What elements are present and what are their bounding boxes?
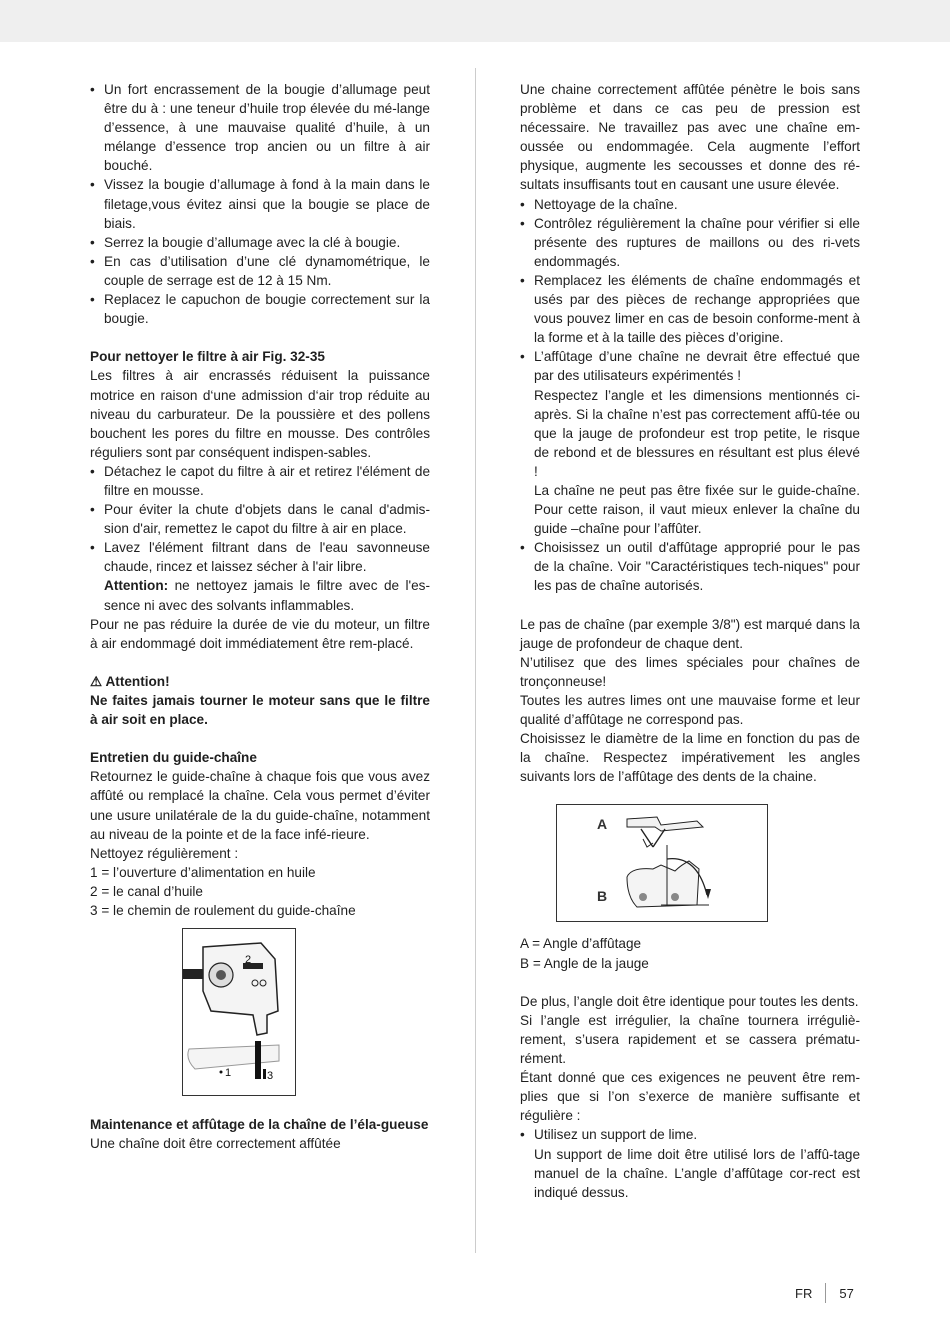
files-paragraph: Toutes les autres limes ont une mauvaise forme et leur qualité d’affûtage ne correspond pas. — [520, 693, 860, 728]
filter-attention — [90, 576, 430, 614]
guide-paragraph: Retournez le guide-chaîne à chaque fois que vous avez affûté ou remplacé la chaîne. Cela vous permet d’éviter une usure unilatérale de la du guide-chaîne, notamment au niveau de la pointe et de la face infé-rieure. — [90, 769, 430, 842]
fig2-label: B — [597, 888, 608, 905]
filter-paragraph: Les filtres à air encrassés réduisent la puissance motrice en raison d‘une admission d‘air trop réduite au niveau du carburateur. De la poussière et des pollens bouchent les pores du filtre en mousse. Des contrôles réguliers sont par conséquent indispen-sables. — [90, 368, 430, 460]
warning-text: Ne faites jamais tourner le moteur sans que le filtre à air soit en place. — [90, 693, 430, 728]
right-column — [520, 80, 860, 1202]
clean-line: 1 = l’ouverture d’alimentation en huile — [90, 864, 316, 880]
file-support-list — [520, 1125, 860, 1144]
chain-list — [520, 195, 860, 386]
warning-icon: ⚠ — [90, 673, 103, 689]
attention-label: Attention: — [104, 578, 169, 594]
list-subparagraph: Un support de lime doit être utilisé lors de l’affû-tage manuel de la chaîne. L’angle d’affûtage cor-rect est indiqué dessus. — [534, 1146, 860, 1200]
list-item: • Détachez le capot du filtre à air et retirez l'élément de filtre en mousse. — [90, 462, 430, 500]
fig1-label: 2 — [245, 954, 252, 967]
language-code: FR — [795, 1285, 813, 1301]
list-item: • Choisissez un outil d'affûtage approprié pour le pas de la chaîne. Voir "Caractéristiques tech-niques" pour les pas de chaîne autorisés. — [520, 538, 860, 595]
list-item: • En cas d’utilisation d’une clé dynamométrique, le couple de serrage est de 12 à 15 Nm. — [90, 252, 430, 290]
files-paragraph: N’utilisez que des limes spéciales pour chaînes de tronçonneuse! — [520, 654, 860, 689]
chain-heading: Maintenance et affûtage de la chaîne de l’éla-gueuse — [90, 1117, 429, 1133]
list-item: • Remplacez les éléments de chaîne endommagés et usés par des pièces de rechange appropriées que vous pouvez limer en cas de besoin conforme-ment à la forme et à la taille des pièces d’origine. — [520, 271, 860, 347]
top-bar — [0, 0, 950, 42]
column-divider — [475, 68, 476, 1253]
angle-paragraph: Si l’angle est irrégulier, la chaîne tournera irréguliè-rement, s’usera rapidement et se cassera prématu-rément. — [520, 1012, 860, 1067]
list-item: • Replacez le capuchon de bougie correctement sur la bougie. — [90, 290, 430, 328]
filter-heading: Pour nettoyer le filtre à air Fig. 32-35 — [90, 349, 325, 365]
list-subparagraph: Respectez l’angle et les dimensions mentionnés ci-après. Si la chaîne n’est pas correctement affû-tée ou que la jauge de profondeur est trop petite, le risque de rebond et de blessures en résultant est plus élevé ! — [534, 387, 860, 479]
fig1-label: 3 — [267, 1070, 274, 1083]
list-item: • Un fort encrassement de la bougie d’allumage peut être du à : une teneur d’huile trop élevée du mé-lange d’essence, à une mauvaise qualité d’huile, à un mélange d’essence trop ancien ou un filtre à air bouché. — [90, 80, 430, 175]
warning-title: ⚠ Attention! — [90, 673, 170, 689]
list-subparagraph: La chaîne ne peut pas être fixée sur le guide-chaîne. Pour cette raison, il vaut mieux enlever la chaîne du guide –chaîne pour l’affûter. — [534, 482, 860, 537]
list-item: • Serrez la bougie d’allumage avec la clé à bougie. — [90, 233, 430, 252]
list-item: • Pour éviter la chute d'objets dans le canal d'admis-sion d'air, remettez le capot du filtre à air en place. — [90, 500, 430, 538]
attention-text: ne nettoyez jamais le filtre avec de l'es-sence ni avec des solvants inflammables. — [104, 578, 430, 613]
page-footer — [795, 1283, 854, 1303]
files-paragraph: Choisissez le diamètre de la lime en fonction du pas de la chaîne. Respectez impérativement les angles suivants lors de l’affûtage des dents de la chaine. — [520, 731, 860, 785]
spark-plug-list — [90, 80, 430, 328]
sharpening-angle-illustration — [557, 805, 767, 921]
guide-bar-illustration — [183, 929, 295, 1095]
clean-line: Nettoyez régulièrement : — [90, 845, 239, 861]
fig1-label: 1 — [225, 1067, 232, 1080]
guide-bar-figure — [182, 928, 296, 1096]
footer-separator — [825, 1283, 826, 1303]
clean-line: 3 = le chemin de roulement du guide-chaîne — [90, 903, 356, 919]
list-item: • L’affûtage d’une chaîne ne devrait être effectué que par des utilisateurs expérimentés ! — [520, 347, 860, 385]
left-column — [90, 80, 430, 1153]
chain-list-2 — [520, 538, 860, 595]
legend-b: B = Angle de la jauge — [520, 955, 649, 971]
sharpening-angle-figure — [556, 804, 768, 922]
pitch-paragraph: Le pas de chaîne (par exemple 3/8") est marqué dans la jauge de profondeur de chaque dent. — [520, 616, 860, 651]
angle-paragraph: Étant donné que ces exigences ne peuvent être rem-plies que si l’on s’exerce de manière suffisante et régulière : — [520, 1070, 860, 1124]
page-number: 57 — [839, 1285, 854, 1301]
filter-paragraph-2: Pour ne pas réduire la durée de vie du moteur, un filtre à air endommagé doit immédiatement être rem-placé. — [90, 616, 430, 651]
list-item: • Utilisez un support de lime. — [520, 1125, 860, 1144]
guide-heading: Entretien du guide-chaîne — [90, 750, 257, 766]
list-item: • Lavez l'élément filtrant dans de l'eau savonneuse chaude, rincez et laissez sécher à l'air libre. — [90, 538, 430, 576]
list-item: • Contrôlez régulièrement la chaîne pour vérifier si elle présente des ruptures de maillons ou des ri-vets endommagés. — [520, 214, 860, 271]
angle-paragraph: De plus, l’angle doit être identique pour toutes les dents. — [520, 993, 859, 1009]
legend-a: A = Angle d’affûtage — [520, 936, 642, 952]
fig2-label: A — [597, 816, 608, 833]
filter-list — [90, 462, 430, 577]
list-item: • Vissez la bougie d’allumage à fond à la main dans le filetage,vous évitez ainsi que la bougie se place de biais. — [90, 175, 430, 232]
clean-line: 2 = le canal d’huile — [90, 883, 203, 899]
chain-paragraph: Une chaîne doit être correctement affûtée — [90, 1136, 341, 1152]
intro-paragraph: Une chaine correctement affûtée pénètre le bois sans problème et dans ce cas peu de pression est nécessaire. Ne travaillez pas avec une chaîne em-oussée ou endommagée. Cela augmente l’effort physique, augmente les secousses et donne des ré-sultats insuffisants tout en causant une usure élevée. — [520, 82, 860, 193]
list-item: • Nettoyage de la chaîne. — [520, 195, 860, 214]
